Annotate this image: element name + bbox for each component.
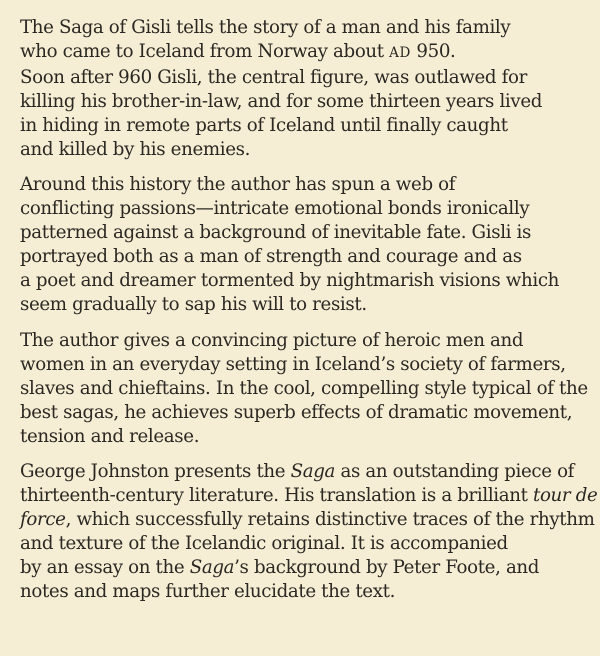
- text-line: notes and maps further elucidate the text.: [20, 580, 395, 602]
- text-segment: as an outstanding piece of: [335, 461, 575, 483]
- paragraph-3: [20, 329, 590, 449]
- italic-title: Saga: [290, 461, 336, 483]
- text-line: [20, 484, 598, 508]
- italic-phrase: tour de: [533, 485, 598, 507]
- text-line: conflicting passions—intricate emotional bonds ironically: [20, 198, 530, 220]
- text-line: [20, 40, 590, 66]
- text-segment: by an essay on the: [20, 557, 190, 579]
- text-line: seem gradually to sap his will to resist.: [20, 293, 367, 315]
- text-line: [20, 556, 590, 580]
- text-line: Soon after 960 Gisli, the central figure, was outlawed for: [20, 66, 527, 88]
- paragraph-1: [20, 16, 590, 161]
- text-line: The author gives a convincing picture of heroic men and: [20, 329, 524, 351]
- paragraph-4: [20, 460, 598, 603]
- text-line: in hiding in remote parts of Iceland until finally caught: [20, 114, 508, 136]
- paragraph-2: [20, 173, 590, 316]
- text-line: [20, 460, 590, 484]
- era-abbreviation: AD: [389, 44, 411, 61]
- text-line: Around this history the author has spun a web of: [20, 174, 456, 196]
- italic-title: Saga: [189, 557, 235, 579]
- text-line: and killed by his enemies.: [20, 138, 251, 160]
- text-line: women in an everyday setting in Iceland’s society of farmers,: [20, 353, 566, 375]
- text-segment: George Johnston presents the: [20, 461, 291, 483]
- text-segment: thirteenth-century literature. His translation is a brilliant: [20, 485, 533, 507]
- text-line: and texture of the Icelandic original. It is accompanied: [20, 533, 508, 555]
- text-segment: who came to Iceland from Norway about: [20, 40, 390, 62]
- text-line: The Saga of Gisli tells the story of a man and his family: [20, 17, 511, 38]
- text-line: a poet and dreamer tormented by nightmarish visions which: [20, 270, 560, 292]
- text-line: killing his brother-in-law, and for some thirteen years lived: [20, 90, 543, 112]
- text-line: slaves and chieftains. In the cool, compelling style typical of the: [20, 377, 588, 399]
- text-line: patterned against a background of inevitable fate. Gisli is: [20, 222, 532, 244]
- text-line: tension and release.: [20, 425, 200, 447]
- text-segment: ’s background by Peter Foote, and: [234, 557, 540, 579]
- text-line: portrayed both as a man of strength and courage and as: [20, 246, 522, 268]
- italic-phrase: force: [20, 509, 66, 531]
- text-line: [20, 508, 595, 532]
- text-segment: 950.: [410, 40, 456, 62]
- text-line: best sagas, he achieves superb effects of dramatic movement,: [20, 401, 573, 423]
- text-segment: , which successfully retains distinctive traces of the rhythm: [65, 509, 595, 531]
